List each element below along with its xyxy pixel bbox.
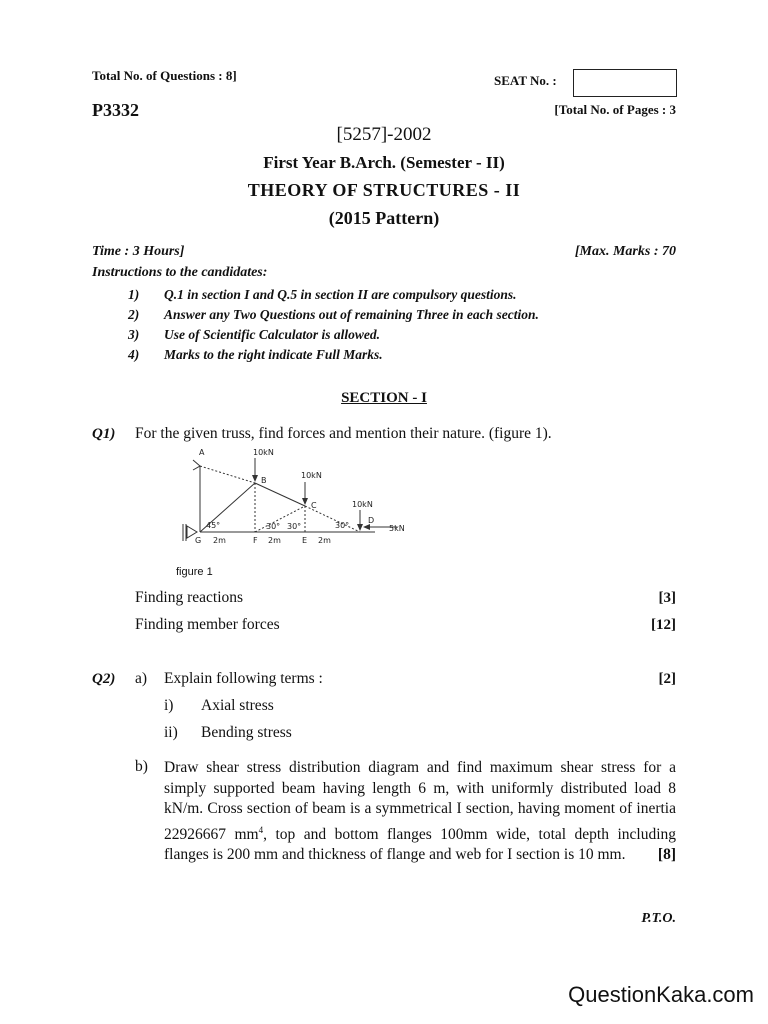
load-label-c: 10kN [301,471,322,480]
node-label-b: B [261,476,267,485]
instruction-text: Use of Scientific Calculator is allowed. [164,327,380,342]
span-label: 2m [213,536,226,545]
q1-part-text: Finding member forces [135,616,280,633]
section-title: SECTION - I [341,390,427,406]
q2-b-superscript: 4 [258,824,264,835]
total-questions: Total No. of Questions : 8] [92,68,237,83]
angle-label-d: 30° [335,521,350,530]
node-label-a: A [199,448,205,457]
truss-figure [175,446,425,556]
q2-b-label: b) [135,758,148,775]
angle-label-e: 30° [287,522,302,531]
instruction-number: 2) [128,307,140,322]
angle-label-f: 30° [266,522,281,531]
node-label-f: F [253,536,258,545]
exam-duration: Time : 3 Hours] [92,244,185,259]
q2-b-text-part2: , top and bottom flanges 100mm wide, total depth including flanges is 200 mm and thickness of flange and web for I section is 10 mm. [164,825,676,864]
term-number: i) [164,697,174,714]
span-label: 2m [318,536,331,545]
instruction-number: 3) [128,327,140,342]
q1-part-marks: [12] [651,617,676,633]
seat-number-box[interactable] [573,69,677,97]
node-label-d: D [368,516,375,525]
q2-b-text [164,758,676,866]
paper-code: P3332 [92,100,139,120]
seat-number-label: SEAT No. : [494,73,557,88]
node-label-e: E [302,536,308,545]
instruction-text: Q.1 in section I and Q.5 in section II are compulsory questions. [164,287,517,302]
q2-a-label: a) [135,670,148,687]
node-label-g: G [195,536,202,545]
instruction-number: 1) [128,287,140,302]
q2-number: Q2) [92,671,116,687]
instruction-text: Answer any Two Questions out of remaining Three in each section. [164,307,539,322]
max-marks: [Max. Marks : 70 [574,244,676,259]
term-text: Axial stress [201,697,274,714]
node-label-c: C [311,501,317,510]
angle-label-g: 45° [206,521,221,530]
q1-part-marks: [3] [658,590,676,606]
course-title: First Year B.Arch. (Semester - II) [263,153,505,172]
instructions-heading: Instructions to the candidates: [92,265,268,280]
load-label-d: 10kN [352,500,373,509]
total-pages: [Total No. of Pages : 3 [554,102,676,117]
instruction-item [128,287,517,303]
figure-caption: figure 1 [176,566,213,578]
span-label: 2m [268,536,281,545]
instruction-text: Marks to the right indicate Full Marks. [164,347,383,362]
q2-b-text-part1: Draw shear stress distribution diagram and find maximum shear stress for a simply supported beam having length 6 m, with uniformly distributed load 8 kN/m. Cross section of beam is a symmetrical I section, having moment of inertia 22926667 mm [164,759,676,843]
subject-title: THEORY OF STRUCTURES - II [247,180,521,200]
q2-a-text: Explain following terms : [164,670,323,687]
term-text: Bending stress [201,724,292,741]
q2-a-marks: [2] [658,671,676,687]
pto-label: P.T.O. [641,911,676,926]
q1-part-text: Finding reactions [135,589,244,606]
load-label-b: 10kN [253,448,274,457]
horizontal-load-label: 5kN [389,524,405,533]
q1-number: Q1) [92,426,116,442]
pattern-title: (2015 Pattern) [328,208,440,228]
q2-b-marks: [8] [657,846,676,864]
q1-text: For the given truss, find forces and mention their nature. (figure 1). [135,425,552,442]
watermark: QuestionKaka.com [568,982,754,1007]
instruction-number: 4) [128,347,140,362]
term-number: ii) [164,724,178,741]
instruction-item [128,327,380,343]
instruction-item [128,307,539,323]
instruction-item [128,347,383,363]
exam-code: [5257]-2002 [336,124,432,145]
